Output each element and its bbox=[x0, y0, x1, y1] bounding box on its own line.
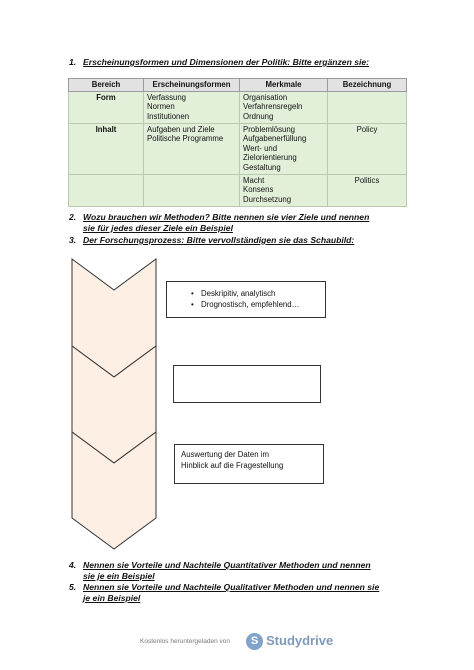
question-text-line: Nennen sie Vorteile und Nachteile Quantitativer Methoden und nennen bbox=[83, 560, 371, 570]
step-2-textbox[interactable] bbox=[173, 365, 321, 403]
question-text-line: Wozu brauchen wir Methoden? Bitte nennen sie vier Ziele und nennen bbox=[83, 212, 370, 222]
bullet-list bbox=[167, 288, 325, 310]
cell-line: Zielorientierung bbox=[243, 153, 297, 163]
cell-line: Verfahrensregeln bbox=[243, 102, 303, 112]
cell-line: Normen bbox=[147, 102, 175, 112]
cell-line: Macht bbox=[243, 175, 265, 185]
cell-bezeichnung: Policy bbox=[328, 123, 407, 174]
question-number: 3. bbox=[69, 235, 77, 245]
cell-bereich: Form bbox=[69, 91, 144, 123]
cell-line: Gestaltung bbox=[243, 162, 281, 172]
question-text: Der Forschungsprozess: Bitte vervollständigen sie das Schaubild: bbox=[83, 235, 355, 245]
step-3-textbox[interactable] bbox=[174, 444, 324, 484]
question-5 bbox=[69, 582, 379, 603]
step-2-text bbox=[174, 366, 320, 376]
bullet-item: • Deskripitiv, analytisch bbox=[201, 288, 325, 299]
question-number: 4. bbox=[69, 560, 77, 570]
footer-label: Kostenlos heruntergeladen von bbox=[140, 638, 230, 645]
header-erscheinungsformen: Erscheinungsformen bbox=[144, 79, 240, 92]
question-number: 2. bbox=[69, 212, 77, 222]
cell-line: Aufgaben und Ziele bbox=[147, 124, 215, 134]
question-number: 1. bbox=[69, 57, 77, 67]
studydrive-logo-icon[interactable]: S bbox=[246, 633, 263, 650]
cell-bezeichnung: Politics bbox=[328, 174, 407, 206]
cell-line: Konsens bbox=[243, 185, 274, 195]
cell-bereich: Inhalt bbox=[69, 123, 144, 174]
cell-line: Organisation bbox=[243, 92, 288, 102]
question-text: Erscheinungsformen und Dimensionen der Politik: Bitte ergänzen sie: bbox=[83, 57, 370, 67]
question-text-line: je ein Beispiel bbox=[83, 592, 141, 603]
cell-line: Politische Programme bbox=[147, 134, 224, 144]
cell-line: Institutionen bbox=[147, 111, 190, 121]
header-merkmale: Merkmale bbox=[240, 79, 328, 92]
question-text-line: Nennen sie Vorteile und Nachteile Qualitativer Methoden und nennen sie bbox=[83, 582, 380, 592]
bullet-item: • Drognostisch, empfehlend… bbox=[201, 299, 325, 310]
cell-line: Verfassung bbox=[147, 92, 187, 102]
step-1-textbox[interactable] bbox=[166, 281, 326, 318]
cell-line: Ordnung bbox=[243, 111, 274, 121]
question-text-line: sie je ein Beispiel bbox=[83, 570, 155, 581]
cell-line: Wert- und bbox=[243, 143, 278, 153]
question-4 bbox=[69, 560, 371, 581]
header-bezeichnung: Bezeichnung bbox=[328, 79, 407, 92]
cell-line: Problemlösung bbox=[243, 124, 296, 134]
step-3-text: Auswertung der Daten im Hinblick auf die Fragestellung bbox=[181, 450, 284, 470]
question-text-line: sie für jedes dieser Ziele ein Beispiel bbox=[83, 222, 233, 233]
question-number: 5. bbox=[69, 582, 77, 592]
cell-line: Aufgabenerfüllung bbox=[243, 134, 307, 144]
footer bbox=[0, 633, 474, 653]
cell-line: Durchsetzung bbox=[243, 194, 292, 204]
studydrive-brand[interactable]: Studydrive bbox=[266, 633, 334, 648]
header-bereich: Bereich bbox=[69, 79, 144, 92]
